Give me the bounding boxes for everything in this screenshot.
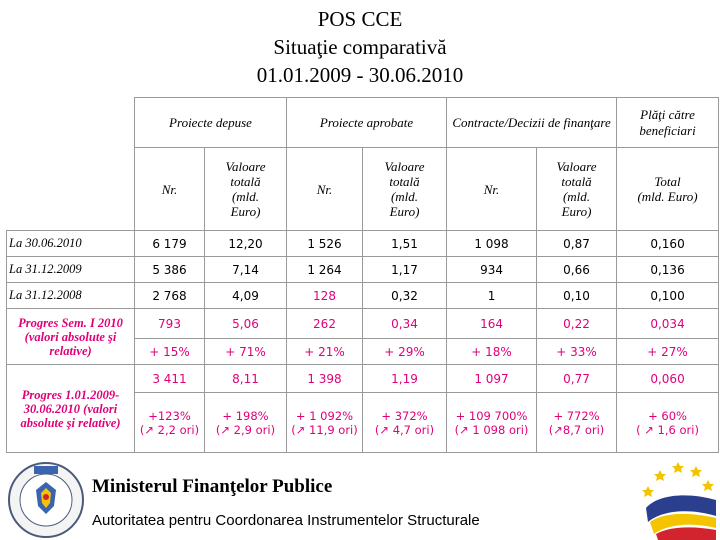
authority-name: Autoritatea pentru Coordonarea Instrumentelor Structurale (92, 512, 480, 529)
cell: 7,14 (205, 257, 287, 283)
cell: + 21% (287, 339, 363, 365)
cell: 0,160 (617, 231, 719, 257)
title-line-3: 01.01.2009 - 30.06.2010 (256, 63, 464, 87)
title-line-1: POS CCE (317, 7, 403, 31)
cell: 1 097 (447, 365, 537, 393)
cell: 5,06 (205, 309, 287, 339)
header-proiecte-depuse: Proiecte depuse (135, 98, 287, 148)
cell: + 15% (135, 339, 205, 365)
corner-cell-2 (7, 148, 135, 231)
cell: + 60% ( ↗ 1,6 ori) (617, 393, 719, 453)
table-row (7, 283, 719, 309)
cell: + 33% (537, 339, 617, 365)
comparison-table (6, 97, 719, 453)
cell: 1,17 (363, 257, 447, 283)
cell: + 372% (↗ 4,7 ori) (363, 393, 447, 453)
cell: 1 (447, 283, 537, 309)
cell: 0,10 (537, 283, 617, 309)
header-plati: Plăţi către beneficiari (617, 98, 719, 148)
ministry-name: Ministerul Finanţelor Publice (92, 476, 333, 497)
cell: 0,66 (537, 257, 617, 283)
cell: 793 (135, 309, 205, 339)
eu-romania-logo (628, 456, 718, 540)
cell: + 198% (↗ 2,9 ori) (205, 393, 287, 453)
cell: 2 768 (135, 283, 205, 309)
cell: 12,20 (205, 231, 287, 257)
cell: 0,060 (617, 365, 719, 393)
header-nr-3: Nr. (447, 148, 537, 231)
row-label-progress-total: Progres 1.01.2009-30.06.2010 (valori absolute şi relative) (7, 365, 135, 453)
cell: + 29% (363, 339, 447, 365)
header-contracte: Contracte/Decizii de finanţare (447, 98, 617, 148)
cell: 0,034 (617, 309, 719, 339)
table-row (7, 365, 719, 393)
cell: 0,77 (537, 365, 617, 393)
cell: + 27% (617, 339, 719, 365)
cell: 0,32 (363, 283, 447, 309)
cell: 164 (447, 309, 537, 339)
table-row (7, 309, 719, 339)
cell: + 772% (↗8,7 ori) (537, 393, 617, 453)
cell: 1,51 (363, 231, 447, 257)
row-label-progress-sem: Progres Sem. I 2010 (valori absolute şi relative) (7, 309, 135, 365)
ministry-seal-logo (6, 460, 86, 540)
row-label: La 31.12.2009 (7, 257, 135, 283)
cell: + 1 092% (↗ 11,9 ori) (287, 393, 363, 453)
table-row (7, 257, 719, 283)
cell: 934 (447, 257, 537, 283)
header-nr-1: Nr. (135, 148, 205, 231)
cell: 6 179 (135, 231, 205, 257)
cell: 3 411 (135, 365, 205, 393)
row-label: La 30.06.2010 (7, 231, 135, 257)
title-line-2: Situaţie comparativă (273, 35, 447, 59)
cell: 0,22 (537, 309, 617, 339)
cell-highlight: 128 (287, 283, 363, 309)
cell: 1 526 (287, 231, 363, 257)
cell: + 71% (205, 339, 287, 365)
cell: 8,11 (205, 365, 287, 393)
cell: 1 098 (447, 231, 537, 257)
cell: 1 264 (287, 257, 363, 283)
cell: 4,09 (205, 283, 287, 309)
cell: 0,34 (363, 309, 447, 339)
cell: 0,136 (617, 257, 719, 283)
header-proiecte-aprobate: Proiecte aprobate (287, 98, 447, 148)
corner-cell (7, 98, 135, 148)
cell: 1 398 (287, 365, 363, 393)
cell: +123% (↗ 2,2 ori) (135, 393, 205, 453)
cell: 0,87 (537, 231, 617, 257)
table-row (7, 231, 719, 257)
header-total: Total (mld. Euro) (617, 148, 719, 231)
row-label: La 31.12.2008 (7, 283, 135, 309)
cell: + 109 700% (↗ 1 098 ori) (447, 393, 537, 453)
cell: 1,19 (363, 365, 447, 393)
header-nr-2: Nr. (287, 148, 363, 231)
header-valoare-2: Valoare totală (mld. Euro) (363, 148, 447, 231)
cell: 262 (287, 309, 363, 339)
header-valoare-1: Valoare totală (mld. Euro) (205, 148, 287, 231)
header-valoare-3: Valoare totală (mld. Euro) (537, 148, 617, 231)
cell: 0,100 (617, 283, 719, 309)
cell: 5 386 (135, 257, 205, 283)
cell: + 18% (447, 339, 537, 365)
